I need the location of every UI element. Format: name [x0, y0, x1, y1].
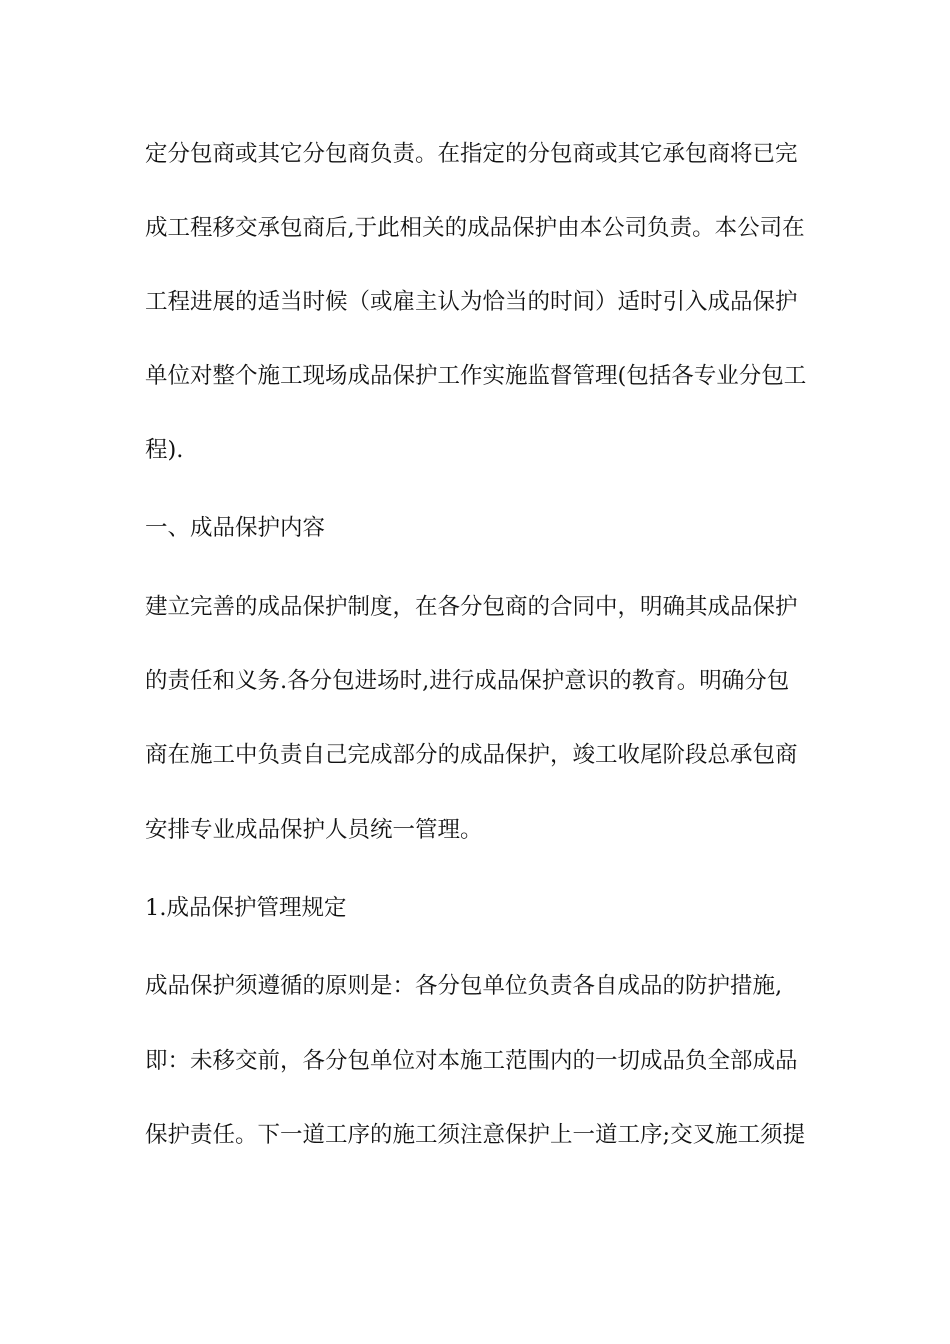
paragraph-line: 即：未移交前，各分包单位对本施工范围内的一切成品负全部成品 [145, 1048, 798, 1074]
paragraph-line: 安排专业成品保护人员统一管理。 [145, 817, 483, 843]
paragraph-line: 单位对整个施工现场成品保护工作实施监督管理(包括各专业分包工 [145, 363, 807, 389]
paragraph-line: 成品保护须遵循的原则是：各分包单位负责各自成品的防护措施, [145, 973, 783, 999]
section-heading: 一、成品保护内容 [145, 515, 326, 541]
paragraph-line: 程). [145, 437, 184, 463]
paragraph-line: 建立完善的成品保护制度，在各分包商的合同中，明确其成品保护 [145, 594, 798, 620]
paragraph-line: 成工程移交承包商后,于此相关的成品保护由本公司负责。本公司在 [145, 215, 805, 241]
paragraph-line: 的责任和义务.各分包进场时,进行成品保护意识的教育。明确分包 [145, 668, 790, 694]
paragraph-line: 商在施工中负责自己完成部分的成品保护，竣工收尾阶段总承包商 [145, 742, 798, 768]
subsection-heading: 1.成品保护管理规定 [145, 895, 347, 921]
paragraph-line: 工程进展的适当时候（或雇主认为恰当的时间）适时引入成品保护 [145, 289, 798, 315]
paragraph-line: 保护责任。下一道工序的施工须注意保护上一道工序;交叉施工须提 [145, 1122, 806, 1148]
paragraph-line: 定分包商或其它分包商负责。在指定的分包商或其它承包商将已完 [145, 141, 798, 167]
